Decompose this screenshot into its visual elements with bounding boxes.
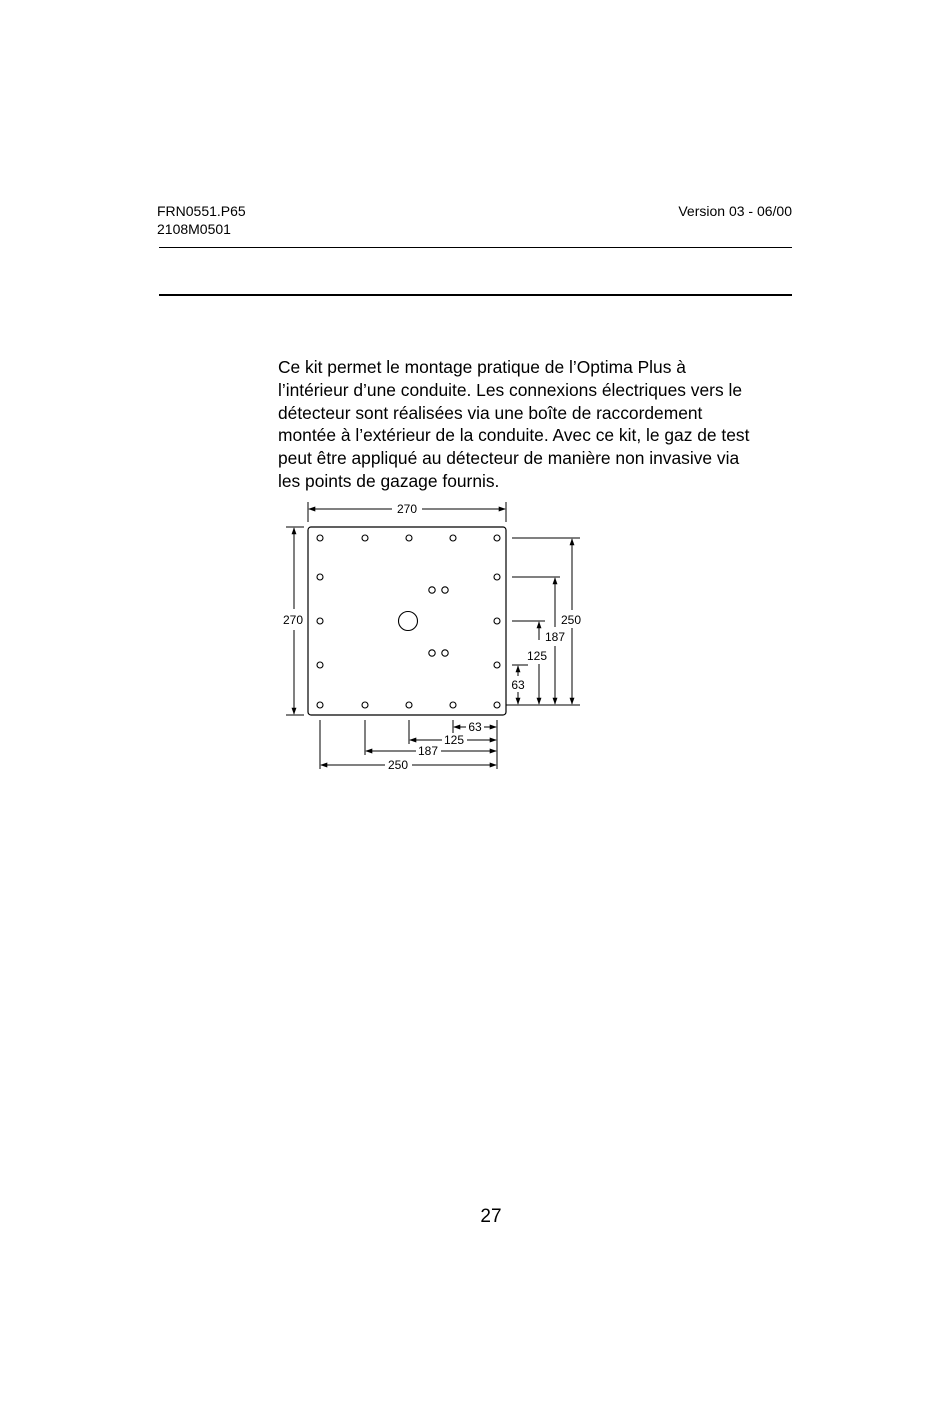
body-line: montée à l’extérieur de la conduite. Avec ce kit, le gaz de test: [278, 425, 750, 446]
page-number: 27: [480, 1206, 502, 1227]
dim-label-v125: 125: [526, 649, 548, 663]
body-line: l’intérieur d’une conduite. Les connexions électriques vers le: [278, 379, 743, 400]
bolt-hole: [317, 662, 323, 668]
dim-label-h250: 250: [387, 758, 409, 772]
gas-point-hole: [429, 587, 435, 593]
center-hole: [399, 612, 418, 631]
bolt-hole: [317, 574, 323, 580]
bolt-hole: [450, 535, 456, 541]
bolt-hole: [317, 535, 323, 541]
gas-point-hole: [429, 650, 435, 656]
dim-label-h187: 187: [417, 744, 439, 758]
dim-label-v250: 250: [560, 613, 582, 627]
body-line: détecteur sont réalisées via une boîte de raccordement: [278, 402, 703, 423]
dim-label-v63: 63: [511, 678, 525, 692]
bolt-holes: [317, 535, 500, 708]
bolt-hole: [494, 574, 500, 580]
dim-label-h125: 125: [443, 733, 465, 747]
bolt-hole: [450, 702, 456, 708]
gas-point-hole: [442, 587, 448, 593]
plate-outline: [308, 527, 506, 715]
body-line: peut être appliqué au détecteur de manière non invasive via: [278, 448, 740, 469]
bolt-hole: [494, 618, 500, 624]
dim-label-width: 270: [396, 502, 418, 516]
bolt-hole: [362, 702, 368, 708]
gas-point-hole: [442, 650, 448, 656]
bolt-hole: [406, 702, 412, 708]
body-line: Ce kit permet le montage pratique de l’Optima Plus à: [278, 357, 686, 377]
bolt-hole: [362, 535, 368, 541]
bolt-hole: [317, 702, 323, 708]
version-label: Version 03 - 06/00: [678, 203, 792, 219]
bolt-hole: [317, 618, 323, 624]
dim-label-height: 270: [282, 613, 304, 627]
bolt-hole: [494, 662, 500, 668]
bolt-hole: [406, 535, 412, 541]
bolt-hole: [494, 702, 500, 708]
doc-code: 2108M0501: [157, 221, 231, 237]
body-line: les points de gazage fournis.: [278, 470, 500, 491]
dim-label-v187: 187: [544, 630, 566, 644]
file-name: FRN0551.P65: [157, 203, 246, 219]
dim-label-h63: 63: [468, 720, 482, 734]
bolt-hole: [494, 535, 500, 541]
